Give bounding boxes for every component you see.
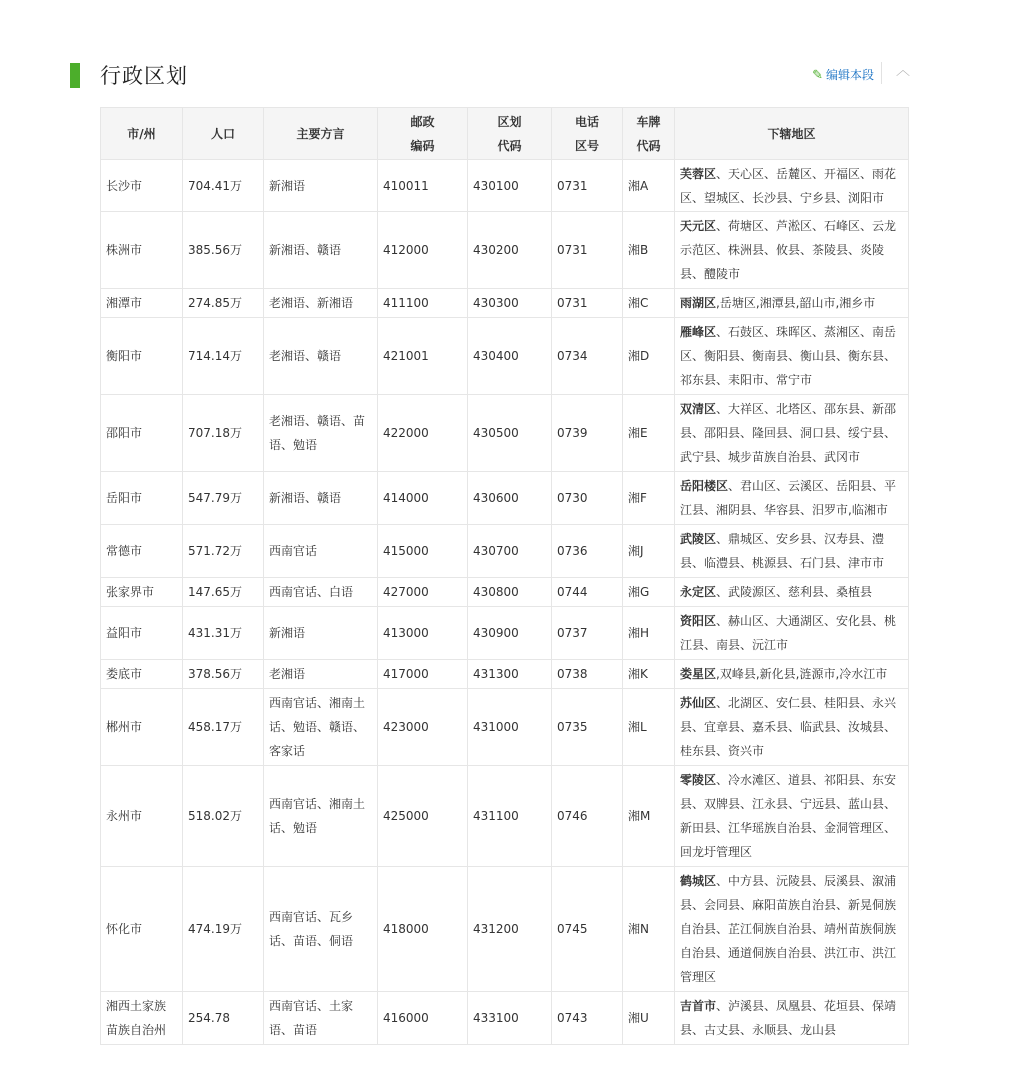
column-header-text: 人口 (210, 126, 235, 141)
column-header (468, 108, 552, 160)
table-row (101, 660, 909, 689)
column-header (552, 108, 623, 160)
plate-code-cell: 湘J (623, 525, 675, 578)
division-code-cell: 430300 (468, 289, 552, 318)
seat-district: 吉首市 (680, 999, 717, 1013)
districts-cell (675, 395, 909, 472)
area-code-cell: 0736 (552, 525, 623, 578)
area-code-cell: 0731 (552, 160, 623, 212)
postal-code-cell: 413000 (378, 607, 468, 660)
table-row (101, 578, 909, 607)
column-header-text: 车牌 (636, 114, 661, 129)
postal-code-cell: 417000 (378, 660, 468, 689)
dialect-cell: 老湘语、新湘语 (264, 289, 378, 318)
population-cell: 547.79万 (183, 472, 264, 525)
area-code-cell: 0734 (552, 318, 623, 395)
dialect-cell: 西南官话、湘南土话、勉语、赣语、客家话 (264, 689, 378, 766)
other-districts: 、石鼓区、珠晖区、蒸湘区、南岳区、衡阳县、衡南县、衡山县、衡东县、祁东县、耒阳市、常宁市 (680, 325, 897, 387)
other-districts: 、大祥区、北塔区、邵东县、新邵县、邵阳县、隆回县、洞口县、绥宁县、武宁县、城步苗族自治县、武冈市 (680, 402, 897, 464)
dialect-cell: 西南官话、白语 (264, 578, 378, 607)
dialect-cell: 西南官话、湘南土话、勉语 (264, 766, 378, 867)
postal-code-cell: 416000 (378, 992, 468, 1045)
city-link[interactable]: 株洲市 (101, 212, 183, 289)
postal-code-cell: 418000 (378, 867, 468, 992)
plate-code-cell: 湘G (623, 578, 675, 607)
seat-district: 雁峰区 (680, 325, 717, 339)
area-code-cell: 0731 (552, 212, 623, 289)
population-cell: 707.18万 (183, 395, 264, 472)
division-code-cell: 430800 (468, 578, 552, 607)
column-header-text: 主要方言 (296, 126, 345, 141)
table-row (101, 160, 909, 212)
table-row (101, 395, 909, 472)
population-cell: 518.02万 (183, 766, 264, 867)
plate-code-cell: 湘L (623, 689, 675, 766)
plate-code-cell: 湘U (623, 992, 675, 1045)
table-row (101, 318, 909, 395)
other-districts: 、冷水滩区、道县、祁阳县、东安县、双牌县、江永县、宁远县、蓝山县、新田县、江华瑶族自治县、金洞管理区、回龙圩管理区 (680, 773, 897, 859)
postal-code-cell: 427000 (378, 578, 468, 607)
table-row (101, 992, 909, 1045)
population-cell: 378.56万 (183, 660, 264, 689)
dialect-cell: 西南官话、瓦乡话、苗语、侗语 (264, 867, 378, 992)
seat-district: 天元区 (680, 219, 717, 233)
population-cell: 474.19万 (183, 867, 264, 992)
other-districts: 、鼎城区、安乡县、汉寿县、澧县、临澧县、桃源县、石门县、津市市 (680, 532, 885, 570)
other-districts: 、中方县、沅陵县、辰溪县、溆浦县、会同县、麻阳苗族自治县、新晃侗族自治县、芷江侗族自治县、靖州苗族侗族自治县、通道侗族自治县、洪江市、洪江管理区 (680, 874, 897, 984)
districts-cell (675, 160, 909, 212)
column-header-text: 市/州 (127, 126, 156, 141)
city-link[interactable]: 湘潭市 (101, 289, 183, 318)
other-districts: 、天心区、岳麓区、开福区、雨花区、望城区、长沙县、宁乡县、浏阳市 (680, 166, 897, 205)
postal-code-cell: 410011 (378, 160, 468, 212)
dialect-cell: 新湘语 (264, 160, 378, 212)
plate-code-cell: 湘F (623, 472, 675, 525)
column-header-text: 下辖地区 (767, 126, 816, 141)
division-code-cell: 430200 (468, 212, 552, 289)
seat-district: 武陵区 (680, 532, 717, 546)
seat-district: 鹤城区 (680, 874, 717, 888)
districts-cell (675, 607, 909, 660)
division-code-cell: 430700 (468, 525, 552, 578)
area-code-cell: 0735 (552, 689, 623, 766)
districts-cell (675, 212, 909, 289)
division-code-cell: 430100 (468, 160, 552, 212)
area-code-cell: 0746 (552, 766, 623, 867)
division-code-cell: 431000 (468, 689, 552, 766)
other-districts: ,双峰县,新化县,涟源市,冷水江市 (716, 667, 888, 681)
seat-district: 雨湖区 (680, 296, 717, 310)
division-code-cell: 430400 (468, 318, 552, 395)
other-districts: ,岳塘区,湘潭县,韶山市,湘乡市 (716, 296, 876, 310)
column-header-text: 电话 (574, 114, 599, 129)
postal-code-cell: 421001 (378, 318, 468, 395)
area-code-cell: 0730 (552, 472, 623, 525)
population-cell: 274.85万 (183, 289, 264, 318)
column-header-text: 编码 (410, 138, 435, 153)
postal-code-cell: 414000 (378, 472, 468, 525)
population-cell: 714.14万 (183, 318, 264, 395)
plate-code-cell: 湘N (623, 867, 675, 992)
plate-code-cell: 湘K (623, 660, 675, 689)
districts-cell (675, 289, 909, 318)
districts-cell (675, 525, 909, 578)
districts-cell (675, 766, 909, 867)
city-link[interactable]: 湘西土家族苗族自治州 (101, 992, 183, 1045)
population-cell: 704.41万 (183, 160, 264, 212)
seat-district: 娄星区 (680, 667, 717, 681)
area-code-cell: 0738 (552, 660, 623, 689)
city-link[interactable]: 张家界市 (101, 578, 183, 607)
population-cell: 458.17万 (183, 689, 264, 766)
table-row (101, 689, 909, 766)
seat-district: 岳阳楼区 (680, 479, 729, 493)
districts-cell (675, 867, 909, 992)
division-code-cell: 430600 (468, 472, 552, 525)
city-link[interactable]: 益阳市 (101, 607, 183, 660)
city-link[interactable]: 长沙市 (101, 160, 183, 212)
population-cell: 431.31万 (183, 607, 264, 660)
seat-district: 苏仙区 (680, 696, 717, 710)
table-row (101, 289, 909, 318)
section-header (70, 58, 910, 94)
plate-code-cell: 湘H (623, 607, 675, 660)
table-header-row (101, 108, 909, 160)
column-header-text: 区划 (497, 114, 522, 129)
column-header-text: 区号 (574, 138, 599, 153)
division-code-cell: 430500 (468, 395, 552, 472)
districts-cell (675, 318, 909, 395)
table-row (101, 766, 909, 867)
area-code-cell: 0739 (552, 395, 623, 472)
column-header (623, 108, 675, 160)
city-link[interactable]: 邵阳市 (101, 395, 183, 472)
area-code-cell: 0743 (552, 992, 623, 1045)
postal-code-cell: 425000 (378, 766, 468, 867)
column-header (101, 108, 183, 160)
pencil-icon: ✎ (812, 68, 823, 83)
city-link[interactable]: 永州市 (101, 766, 183, 867)
districts-cell (675, 660, 909, 689)
other-districts: 、武陵源区、慈利县、桑植县 (716, 585, 873, 599)
plate-code-cell: 湘A (623, 160, 675, 212)
plate-code-cell: 湘M (623, 766, 675, 867)
division-code-cell: 431200 (468, 867, 552, 992)
postal-code-cell: 422000 (378, 395, 468, 472)
postal-code-cell: 415000 (378, 525, 468, 578)
dialect-cell: 老湘语 (264, 660, 378, 689)
table-row (101, 607, 909, 660)
area-code-cell: 0745 (552, 867, 623, 992)
population-cell: 385.56万 (183, 212, 264, 289)
other-districts: 、赫山区、大通湖区、安化县、桃江县、南县、沅江市 (680, 614, 897, 652)
seat-district: 双清区 (680, 402, 717, 416)
dialect-cell: 西南官话 (264, 525, 378, 578)
postal-code-cell: 412000 (378, 212, 468, 289)
edit-section-label: 编辑本段 (825, 68, 874, 82)
city-link[interactable]: 衡阳市 (101, 318, 183, 395)
column-header (183, 108, 264, 160)
dialect-cell: 老湘语、赣语 (264, 318, 378, 395)
dialect-cell: 新湘语 (264, 607, 378, 660)
divider (881, 62, 882, 84)
area-code-cell: 0731 (552, 289, 623, 318)
section-accent-bar (70, 63, 80, 88)
seat-district: 永定区 (680, 585, 717, 599)
column-header (378, 108, 468, 160)
column-header (675, 108, 909, 160)
city-link[interactable]: 娄底市 (101, 660, 183, 689)
other-districts: 、君山区、云溪区、岳阳县、平江县、湘阴县、华容县、汨罗市,临湘市 (680, 479, 897, 517)
other-districts: 、北湖区、安仁县、桂阳县、永兴县、宜章县、嘉禾县、临武县、汝城县、桂东县、资兴市 (680, 696, 897, 758)
postal-code-cell: 411100 (378, 289, 468, 318)
city-link[interactable]: 郴州市 (101, 689, 183, 766)
plate-code-cell: 湘D (623, 318, 675, 395)
division-code-cell: 430900 (468, 607, 552, 660)
districts-cell (675, 992, 909, 1045)
seat-district: 芙蓉区 (680, 166, 717, 181)
city-link[interactable]: 常德市 (101, 525, 183, 578)
edit-section-button[interactable] (812, 66, 874, 83)
other-districts: 、荷塘区、芦淞区、石峰区、云龙示范区、株洲县、攸县、茶陵县、炎陵县、醴陵市 (680, 219, 897, 281)
postal-code-cell: 423000 (378, 689, 468, 766)
plate-code-cell: 湘B (623, 212, 675, 289)
admin-division-table (100, 107, 909, 1045)
division-code-cell: 431100 (468, 766, 552, 867)
dialect-cell: 新湘语、赣语 (264, 472, 378, 525)
area-code-cell: 0744 (552, 578, 623, 607)
population-cell: 147.65万 (183, 578, 264, 607)
column-header-text: 代码 (636, 138, 661, 153)
other-districts: 、泸溪县、凤凰县、花垣县、保靖县、古丈县、永顺县、龙山县 (680, 999, 897, 1037)
population-cell: 254.78 (183, 992, 264, 1045)
dialect-cell: 老湘语、赣语、苗语、勉语 (264, 395, 378, 472)
division-code-cell: 433100 (468, 992, 552, 1045)
table-row (101, 525, 909, 578)
city-link[interactable]: 怀化市 (101, 867, 183, 992)
dialect-cell: 西南官话、土家语、苗语 (264, 992, 378, 1045)
dialect-cell: 新湘语、赣语 (264, 212, 378, 289)
column-header (264, 108, 378, 160)
column-header-text: 代码 (497, 138, 522, 153)
area-code-cell: 0737 (552, 607, 623, 660)
chevron-up-icon[interactable]: ︿ (896, 63, 910, 79)
city-link[interactable]: 岳阳市 (101, 472, 183, 525)
districts-cell (675, 472, 909, 525)
section-title: 行政区划 (100, 64, 188, 88)
division-code-cell: 431300 (468, 660, 552, 689)
districts-cell (675, 689, 909, 766)
plate-code-cell: 湘C (623, 289, 675, 318)
population-cell: 571.72万 (183, 525, 264, 578)
plate-code-cell: 湘E (623, 395, 675, 472)
table-row (101, 867, 909, 992)
table-row (101, 212, 909, 289)
column-header-text: 邮政 (410, 114, 435, 129)
seat-district: 零陵区 (680, 773, 717, 787)
table-row (101, 472, 909, 525)
districts-cell (675, 578, 909, 607)
seat-district: 资阳区 (680, 614, 717, 628)
